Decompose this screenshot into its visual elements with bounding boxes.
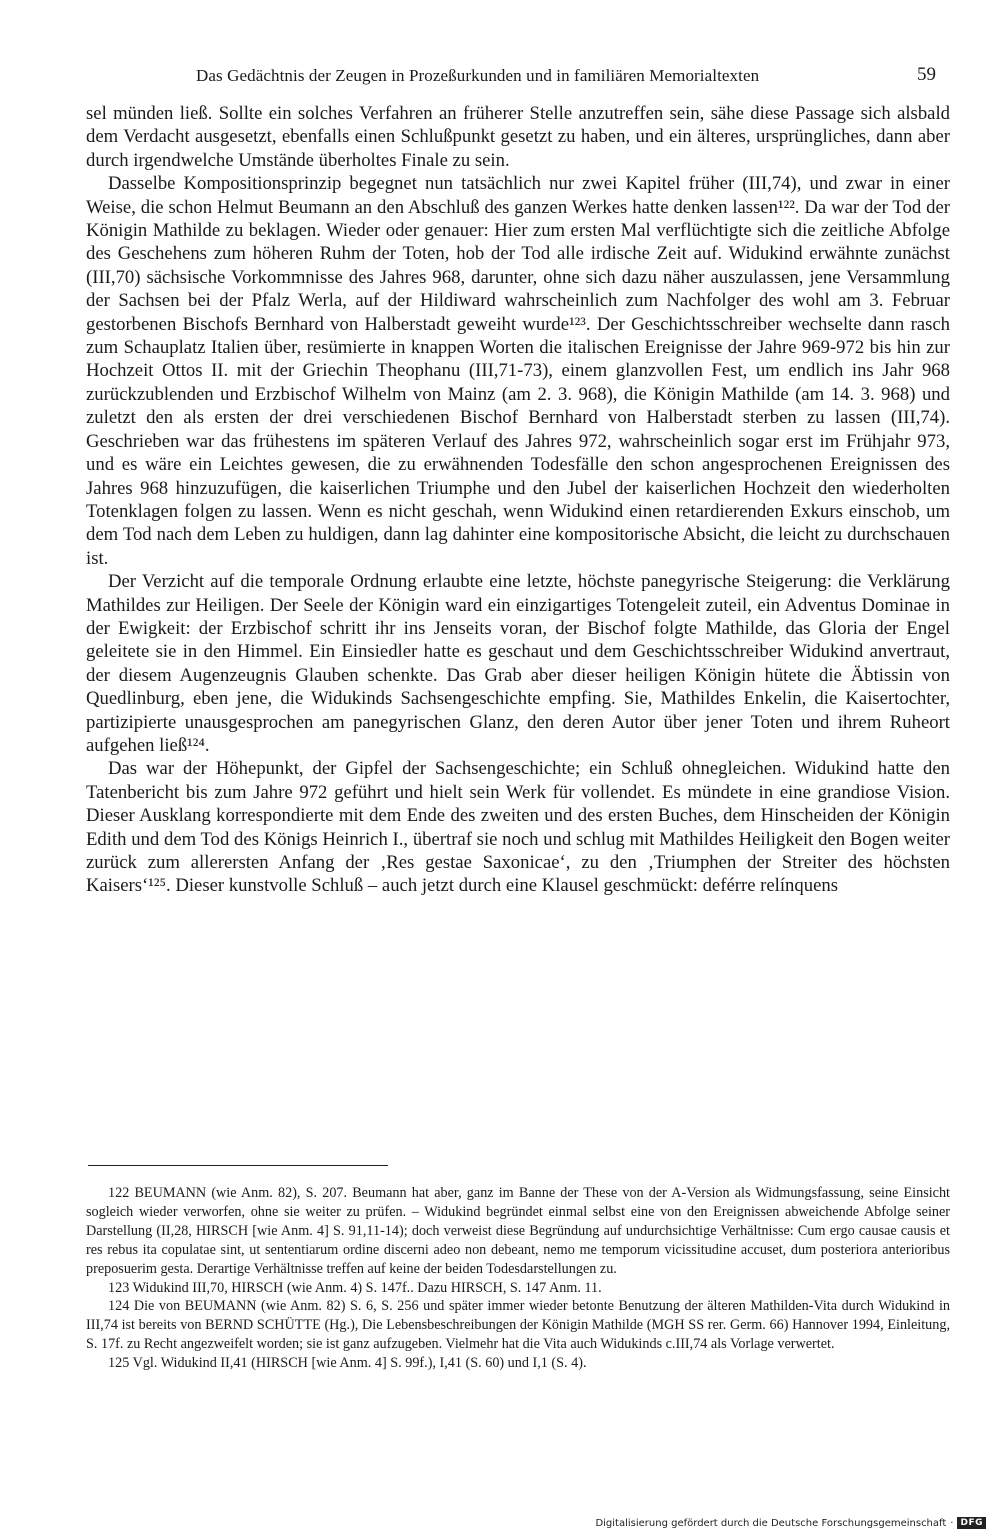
paragraph: Das war der Höhepunkt, der Gipfel der Sachsengeschichte; ein Schluß ohnegleichen. Widukind hatte den Tatenbericht bis zum Jahre 972 geführt und hielt sein Werk für vollendet. Es mündete in eine grandiose Vision. Dieser Ausklang korrespondierte mit dem Ende des zweiten und des ersten Buches, dem Hinscheiden der Königin Edith und dem Tod des Königs Heinrich I., übertraf sie noch und schlug mit Mathildes Heiligkeit den Bogen weiter zurück zum allerersten Anfang der ‚Res gestae Saxonicae‘, zu den ‚Triumphen der Streiter des höchsten Kaisers‘¹²⁵. Dieser kunstvolle Schluß – auch jetzt durch eine Klausel geschmückt: deférre relínquens: [86, 758, 950, 897]
footnotes: [86, 1184, 950, 1373]
footnote: 123 Widukind III,70, HIRSCH (wie Anm. 4) S. 147f.. Dazu HIRSCH, S. 147 Anm. 11.: [108, 1279, 602, 1296]
footnote: 122 BEUMANN (wie Anm. 82), S. 207. Beumann hat aber, ganz im Banne der These von der A-Version als Widmungsfassung, seine Einsicht sogleich wieder verworfen, ohne sie weiter zu prüfen. – Widukind begründet einmal selbst eine von den Ereignissen abweichende Abfolge seiner Darstellung (II,28, HIRSCH [wie Anm. 4] S. 91,11-14); doch verweist diese Begründung auf undurchsichtige Verhältnisse: Cum ergo causae causis et res rebus ita copulatae sint, ut sententiarum ordine discerni adeo non debeant, nemo me temporum vicissitudine accuset, dum posteriora anterioribus preposuerim gesta. Derartige Verhältnisse treffen auf keine der beiden Todesdarstellungen zu.: [86, 1185, 950, 1277]
running-head: Das Gedächtnis der Zeugen in Prozeßurkunden und in familiären Memorialtexten: [196, 66, 760, 85]
separator-dot: ·: [950, 1517, 954, 1529]
dfg-logo: DFG: [957, 1517, 986, 1529]
paragraph: Der Verzicht auf die temporale Ordnung erlaubte eine letzte, höchste panegyrische Steigerung: die Verklärung Mathildes zur Heiligen. Der Seele der Königin ward ein einzigartiges Totengeleit zuteil, ein Adventus Dominae in der Ewigkeit: der Erzbischof schritt ihr ins Jenseits voran, der Bischof folgte Mathilde, das Gloria der Engel geleitete sie in den Himmel. Ein Einsiedler hatte es geschaut und dem Geschichtsschreiber Widukind anvertraut, der diesem Augenzeugnis Glauben schenkte. Das Grab aber dieser heiligen Königin hütete die Äbtissin von Quedlinburg, eben jene, die Widukinds Sachsengeschichte empfing. Sie, Mathildes Enkelin, die Kaisertochter, partizipierte unausgesprochen am panegyrischen Glanz, den deren Autor über jener Toten und ihrem Ruheort aufgehen ließ¹²⁴.: [86, 571, 950, 756]
footnote: 124 Die von BEUMANN (wie Anm. 82) S. 6, S. 256 und später immer wieder betonte Benutzung der älteren Mathilden-Vita durch Widukind in III,74 ist bereits von BERND SCHÜTTE (Hg.), Die Lebensbeschreibungen der Königin Mathilde (MGH SS rer. Germ. 66) Hannover 1994, Einleitung, S. 17f. zu Recht angezweifelt worden; sie ist ganz aufzugeben. Vielmehr hat die Vita auch Widukinds c.III,74 als Vorlage verwertet.: [86, 1298, 950, 1353]
funding-credit: Digitalisierung gefördert durch die Deutsche Forschungsgemeinschaft: [595, 1517, 947, 1529]
digitization-footer: [595, 1515, 986, 1531]
paragraph: sel münden ließ. Sollte ein solches Verfahren an früherer Stelle anzutreffen sein, sähe diese Passage sich alsbald dem Verdacht ausgesetzt, ebenfalls einen Schlußpunkt gesetzt zu haben, und ein älteres, ursprüngliches, dann aber durch irgendwelche Umstände überholtes Finale zu sein.: [86, 103, 950, 171]
footnote: 125 Vgl. Widukind II,41 (HIRSCH [wie Anm. 4] S. 99f.), I,41 (S. 60) und I,1 (S. 4).: [108, 1355, 587, 1372]
body-text: [86, 102, 950, 898]
footnote-separator: [88, 1165, 388, 1166]
paragraph: Dasselbe Kompositionsprinzip begegnet nun tatsächlich nur zwei Kapitel früher (III,74), und zwar in einer Weise, die schon Helmut Beumann an den Abschluß des ganzen Werkes hatte denken lassen¹²². Da war der Tod der Königin Mathilde zu beklagen. Wieder oder genauer: Hier zum ersten Mal verflüchtigte sich die zeitliche Abfolge des Geschehens zum höheren Ruhm der Toten, hob der Tod alle irdische Zeit auf. Widukind erwähnte zunächst (III,70) sächsische Vorkommnisse des Jahres 968, darunter, ohne sich dazu näher auszulassen, jene Versammlung der Sachsen bei der Pfalz Werla, auf der Hildiward wahrscheinlich zum Nachfolger des wohl am 3. Februar gestorbenen Bischofs Bernhard von Halberstadt geweiht wurde¹²³. Der Geschichtsschreiber wechselte dann rasch zum Schauplatz Italien über, resümierte in knappen Worten die italischen Ereignisse der Jahre 969-972 bis hin zur Hochzeit Ottos II. mit der Griechin Theophanu (III,71-73), einem glanzvollen Fest, um endlich ins Jahr 968 zurückzublenden und Erzbischof Wilhelm von Mainz (am 2. 3. 968), die Königin Mathilde (am 14. 3. 968) und zuletzt den als ersten der drei verschiedenen Bischof Bernhard von Halberstadt sterben zu lassen (III,74). Geschrieben war das frühestens im späteren Verlauf des Jahres 972, wahrscheinlich sogar erst im Frühjahr 973, und es wäre ein Leichtes gewesen, die zu erwähnenden Todesfälle den schon angesprochenen Ereignissen des Jahres 968 hinzuzufügen, die kaiserlichen Triumphe und den Jubel der kaiserlichen Hochzeit den wiederholten Totenklagen folgen zu lassen. Wenn es nicht geschah, wenn Widukind einen retardierenden Exkurs einschob, um dem Tod nach dem Leben zu huldigen, dann lag dahinter eine kompositorische Absicht, die leicht zu durchschauen ist.: [86, 173, 950, 569]
page-number: 59: [917, 64, 936, 85]
